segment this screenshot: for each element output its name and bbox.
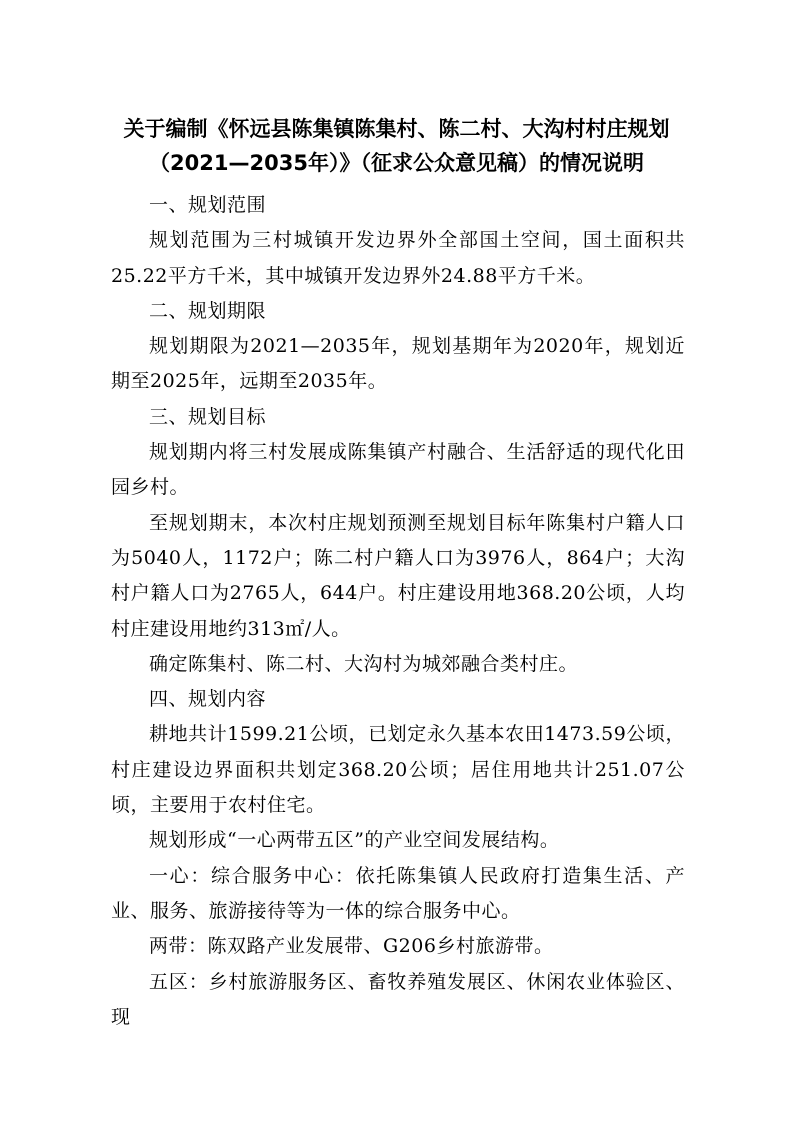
paragraph-structure: 规划形成“一心两带五区”的产业空间发展结构。 [149,829,560,852]
paragraph-land: 耕地共计1599.21公顷，已划定永久基本农田1473.59公顷，村庄建设边界面积共划定368.20公顷；居住用地共计251.07公顷，主要用于农村住宅。 [111,723,685,817]
document-body [111,188,685,1035]
paragraph-goals: 规划期内将三村发展成陈集镇产村融合、生活舒适的现代化田园乡村。 [111,441,685,499]
paragraph-five-zones: 五区：乡村旅游服务区、畜牧养殖发展区、休闲农业体验区、现 [111,970,685,1028]
paragraph-village-type: 确定陈集村、陈二村、大沟村为城郊融合类村庄。 [149,652,579,675]
paragraph-population: 至规划期末，本次村庄规划预测至规划目标年陈集村户籍人口为5040人，1172户；陈二村户籍人口为3976人，864户；大沟村户籍人口为2765人，644户。村庄建设用地368.20公顷，人均村庄建设用地约313㎡/人。 [111,511,685,640]
document-title-line-1: 关于编制《怀远县陈集镇陈集村、陈二村、大沟村村庄规划 [123,117,670,141]
paragraph-one-center: 一心：综合服务中心：依托陈集镇人民政府打造集生活、产业、服务、旅游接待等为一体的综合服务中心。 [111,864,685,922]
document-title-line-2: （2021—2035年）》（征求公众意见稿）的情况说明 [149,151,644,175]
section-heading-content: 四、规划内容 [149,688,267,711]
section-heading-scope: 一、规划范围 [149,194,267,216]
section-heading-period: 二、规划期限 [149,299,267,322]
section-heading-goals: 三、规划目标 [149,405,267,428]
paragraph-two-belts: 两带：陈双路产业发展带、G206乡村旅游带。 [149,935,554,958]
paragraph-scope: 规划范围为三村城镇开发边界外全部国土空间，国土面积共25.22平方千米，其中城镇开发边界外24.88平方千米。 [111,229,685,287]
paragraph-period: 规划期限为2021—2035年，规划基期年为2020年，规划近期至2025年，远期至2035年。 [111,335,685,393]
